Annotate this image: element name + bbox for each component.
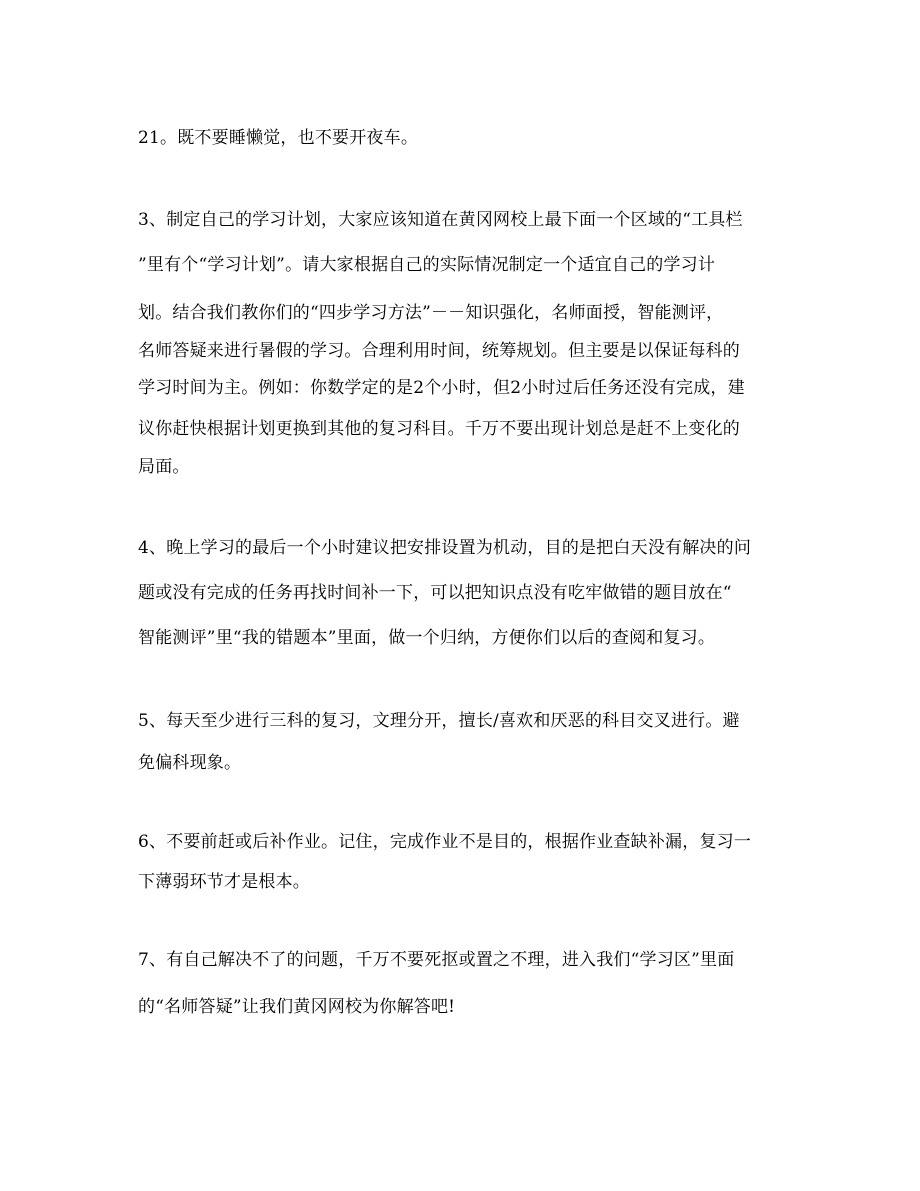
paragraph-3-line: 局面。 (138, 457, 190, 477)
paragraph-21-line: 21。既不要睡懒觉，也不要开夜车。 (138, 128, 419, 148)
paragraph-4-line: 4、晚上学习的最后一个小时建议把安排设置为机动，目的是把白天没有解决的问 (138, 538, 752, 558)
paragraph-7-line: 的“名师答疑”让我们黄冈网校为你解答吧! (138, 997, 456, 1017)
paragraph-7-line: 7、有自己解决不了的问题，千万不要死抠或置之不理，进入我们“学习区”里面 (138, 950, 735, 970)
paragraph-3-line: 3、制定自己的学习计划，大家应该知道在黄冈网校上最下面一个区域的“工具栏 (138, 210, 743, 230)
paragraph-5-line: 5、每天至少进行三科的复习，文理分开，擅长/喜欢和厌恶的科目交叉进行。避 (138, 711, 740, 731)
paragraph-3-line: 议你赶快根据计划更换到其他的复习科目。千万不要出现计划总是赶不上变化的 (138, 419, 740, 439)
paragraph-3-line: 学习时间为主。例如：你数学定的是2个小时，但2小时过后任务还没有完成，建 (138, 378, 745, 398)
paragraph-6-line: 下薄弱环节才是根本。 (138, 872, 310, 892)
paragraph-4-line: 智能测评”里“我的错题本”里面，做一个归纳，方便你们以后的查阅和复习。 (138, 628, 716, 648)
paragraph-3-line: 名师答疑来进行暑假的学习。合理利用时间，统筹规划。但主要是以保证每科的 (138, 341, 740, 361)
paragraph-4-line: 题或没有完成的任务再找时间补一下，可以把知识点没有吃牢做错的题目放在“ (138, 583, 732, 603)
paragraph-5-line: 免偏科现象。 (138, 753, 242, 773)
paragraph-3-line: 划。结合我们教你们的“四步学习方法”－－知识强化，名师面授，智能测评， (138, 303, 724, 323)
paragraph-3-line: ”里有个“学习计划”。请大家根据自己的实际情况制定一个适宜自己的学习计 (138, 255, 716, 275)
paragraph-6-line: 6、不要前赶或后补作业。记住，完成作业不是目的，根据作业查缺补漏，复习一 (138, 832, 752, 852)
